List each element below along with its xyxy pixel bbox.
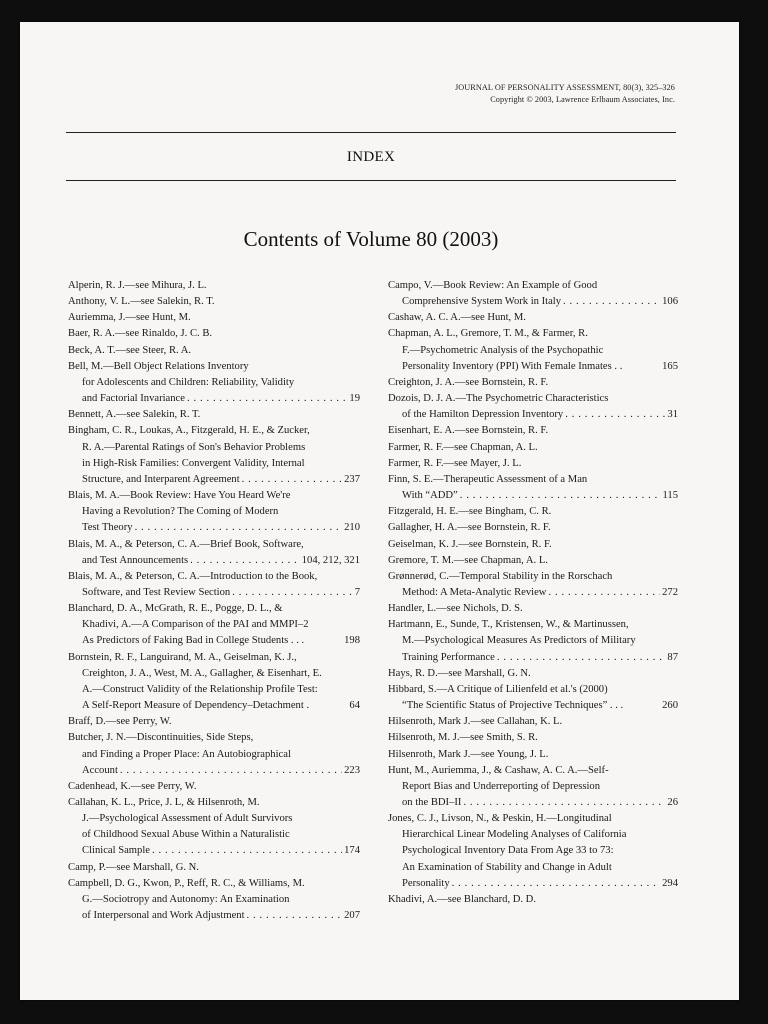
index-entry-line xyxy=(68,456,360,472)
entry-text: and Test Announcements xyxy=(82,554,189,566)
index-entry xyxy=(68,650,360,715)
entry-text: Personality xyxy=(402,877,450,889)
index-entry-line xyxy=(68,682,360,698)
entry-text: Training Performance xyxy=(402,651,495,663)
index-entry-line xyxy=(388,714,678,730)
index-entry-line xyxy=(68,811,360,827)
page-number: 31 xyxy=(667,409,678,421)
index-entry-line xyxy=(388,423,678,439)
page-number: 223 xyxy=(344,764,360,776)
entry-text: Clinical Sample xyxy=(82,845,150,857)
index-entry-line xyxy=(388,585,678,601)
dot-leader xyxy=(463,795,665,811)
index-entry xyxy=(388,520,678,536)
index-entry-line xyxy=(388,747,678,763)
index-entry-line xyxy=(388,779,678,795)
entry-text: F.—Psychometric Analysis of the Psychopathic xyxy=(402,344,604,356)
entry-text: Grønnerød, C.—Temporal Stability in the Rorschach xyxy=(388,570,613,582)
index-entry-line xyxy=(388,504,678,520)
dot-leader xyxy=(187,391,347,407)
dot-leader xyxy=(152,843,342,859)
entry-text: of Childhood Sexual Abuse Within a Naturalistic xyxy=(82,829,290,841)
index-entry-line xyxy=(68,698,360,714)
index-entry xyxy=(68,326,360,342)
index-entry-line xyxy=(68,488,360,504)
dot-leader xyxy=(548,585,660,601)
index-entry xyxy=(388,423,678,439)
index-entry xyxy=(388,440,678,456)
entry-text: Bornstein, R. F., Languirand, M. A., Geiselman, K. J., xyxy=(68,651,297,663)
index-entry-line xyxy=(68,343,360,359)
index-entry xyxy=(68,343,360,359)
volume-title: Contents of Volume 80 (2003) xyxy=(243,227,499,251)
dot-leader xyxy=(452,876,660,892)
entry-text: Chapman, A. L., Gremore, T. M., & Farmer, R. xyxy=(388,328,588,340)
index-entry-line xyxy=(388,633,678,649)
index-entry xyxy=(388,682,678,714)
entry-text: Auriemma, J.—see Hunt, M. xyxy=(68,312,191,324)
index-entry-line xyxy=(68,714,360,730)
dot-leader xyxy=(242,472,342,488)
index-entry xyxy=(388,504,678,520)
entry-text: R. A.—Parental Ratings of Son's Behavior Problems xyxy=(82,441,306,453)
entry-text: As Predictors of Faking Bad in College Students . . . xyxy=(82,635,305,647)
index-entry-line xyxy=(68,375,360,391)
index-entry-line xyxy=(68,294,360,310)
entry-text: Finn, S. E.—Therapeutic Assessment of a Man xyxy=(388,473,588,485)
page-number: 7 xyxy=(354,586,360,598)
entry-text: Campo, V.—Book Review: An Example of Good xyxy=(388,280,598,291)
index-entry xyxy=(68,876,360,924)
entry-text: in High-Risk Families: Convergent Validity, Internal xyxy=(82,457,305,469)
entry-text: Anthony, V. L.—see Salekin, R. T. xyxy=(68,296,215,308)
dot-leader xyxy=(135,520,343,536)
index-entry-line xyxy=(68,537,360,553)
index-entry-line xyxy=(68,504,360,520)
entry-text: Psychological Inventory Data From Age 33 to 73: xyxy=(402,845,614,857)
index-entry-line xyxy=(388,601,678,617)
entry-text: A Self-Report Measure of Dependency–Detachment . xyxy=(82,700,310,712)
index-entry xyxy=(388,666,678,682)
index-entry-line xyxy=(68,278,360,294)
index-entry xyxy=(388,714,678,730)
index-entry xyxy=(68,714,360,730)
page-number: 115 xyxy=(662,490,678,502)
index-entry-line xyxy=(68,423,360,439)
index-entry xyxy=(388,278,678,310)
index-entry-line xyxy=(68,730,360,746)
dot-leader xyxy=(565,407,665,423)
index-entry xyxy=(68,779,360,795)
entry-text: Khadivi, A.—see Blanchard, D. D. xyxy=(388,893,536,905)
index-entry xyxy=(388,375,678,391)
entry-text: Camp, P.—see Marshall, G. N. xyxy=(68,861,199,873)
entry-text: Geiselman, K. J.—see Bornstein, R. F. xyxy=(388,538,552,550)
entry-text: A.—Construct Validity of the Relationship Profile Test: xyxy=(82,683,318,695)
entry-text: Farmer, R. F.—see Mayer, J. L. xyxy=(388,457,522,469)
entry-text: “The Scientific Status of Projective Techniques” . . . xyxy=(402,700,624,712)
journal-citation: JOURNAL OF PERSONALITY ASSESSMENT, 80(3), 325–326 xyxy=(455,83,675,92)
index-entry-line xyxy=(68,650,360,666)
index-entry xyxy=(388,569,678,601)
entry-text: Hilsenroth, Mark J.—see Callahan, K. L. xyxy=(388,716,563,728)
dot-leader xyxy=(497,650,666,666)
index-entry-line xyxy=(388,553,678,569)
index-entry-line xyxy=(68,633,360,649)
entry-text: and Factorial Invariance xyxy=(82,393,185,405)
index-entry-line xyxy=(388,278,678,294)
index-entry xyxy=(388,617,678,665)
entry-text: Fitzgerald, H. E.—see Bingham, C. R. xyxy=(388,506,552,518)
index-entry-line xyxy=(388,456,678,472)
copyright-line: Copyright © 2003, Lawrence Erlbaum Associates, Inc. xyxy=(490,95,675,104)
page-number: 260 xyxy=(662,700,678,712)
index-entry-line xyxy=(68,440,360,456)
index-entry xyxy=(68,569,360,601)
index-entry-line xyxy=(388,795,678,811)
index-entry-line xyxy=(388,730,678,746)
page-number: 26 xyxy=(667,797,678,808)
dot-leader xyxy=(563,294,660,310)
entry-text: Hilsenroth, Mark J.—see Young, J. L. xyxy=(388,748,549,760)
index-entry-line xyxy=(68,520,360,536)
index-entry-line xyxy=(388,650,678,666)
page-number: 207 xyxy=(344,910,360,922)
index-entry-line xyxy=(388,860,678,876)
entry-text: Callahan, K. L., Price, J. L, & Hilsenroth, M. xyxy=(68,797,260,808)
index-entry-line xyxy=(388,440,678,456)
index-column-left xyxy=(68,278,360,924)
page-number: 237 xyxy=(344,473,360,485)
entry-text: Baer, R. A.—see Rinaldo, J. C. B. xyxy=(68,328,213,340)
index-entry-line xyxy=(388,827,678,843)
entry-text: Method: A Meta-Analytic Review xyxy=(402,586,547,598)
index-entry xyxy=(68,423,360,488)
page-number: 64 xyxy=(349,700,360,712)
index-entry xyxy=(388,730,678,746)
dot-leader xyxy=(460,488,661,504)
index-entry-line xyxy=(388,617,678,633)
index-entry-line xyxy=(388,375,678,391)
entry-text: of the Hamilton Depression Inventory xyxy=(402,409,564,421)
index-entry xyxy=(68,278,360,294)
index-entry-line xyxy=(388,359,678,375)
entry-text: on the BDI–II xyxy=(402,797,462,808)
index-entry-line xyxy=(68,553,360,569)
entry-text: Blais, M. A., & Peterson, C. A.—Introduction to the Book, xyxy=(68,570,318,582)
entry-text: Hilsenroth, M. J.—see Smith, S. R. xyxy=(388,732,538,744)
index-entry xyxy=(68,488,360,536)
page-number: 198 xyxy=(344,635,360,647)
dot-leader xyxy=(247,908,343,924)
dot-leader xyxy=(190,553,300,569)
journal-page xyxy=(20,22,739,1000)
index-column-right xyxy=(388,278,678,908)
index-entry xyxy=(388,472,678,504)
entry-text: J.—Psychological Assessment of Adult Survivors xyxy=(82,813,293,825)
index-entry-line xyxy=(68,827,360,843)
entry-text: G.—Sociotropy and Autonomy: An Examination xyxy=(82,893,290,905)
entry-text: Structure, and Interparent Agreement xyxy=(82,473,240,485)
index-entry xyxy=(68,795,360,860)
entry-text: Blanchard, D. A., McGrath, R. E., Pogge, D. L., & xyxy=(68,603,283,615)
entry-text: Bennett, A.—see Salekin, R. T. xyxy=(68,409,201,421)
entry-text: Farmer, R. F.—see Chapman, A. L. xyxy=(388,441,538,453)
entry-text: Gallagher, H. A.—see Bornstein, R. F. xyxy=(388,522,551,534)
index-entry-line xyxy=(68,843,360,859)
index-entry xyxy=(388,892,678,908)
index-entry xyxy=(68,537,360,569)
index-entry-line xyxy=(68,763,360,779)
entry-text: Hunt, M., Auriemma, J., & Cashaw, A. C. A.—Self- xyxy=(388,764,609,776)
entry-text: Hibbard, S.—A Critique of Lilienfeld et al.'s (2000) xyxy=(388,683,608,695)
index-entry-line xyxy=(68,666,360,682)
index-entry xyxy=(388,391,678,423)
entry-text: Braff, D.—see Perry, W. xyxy=(68,716,172,728)
index-entry-line xyxy=(68,472,360,488)
index-entry-line xyxy=(388,310,678,326)
entry-text: Butcher, J. N.—Discontinuities, Side Steps, xyxy=(68,732,254,744)
entry-text: Cadenhead, K.—see Perry, W. xyxy=(68,780,197,792)
index-entry xyxy=(68,310,360,326)
journal-header xyxy=(455,82,675,106)
index-entry xyxy=(388,811,678,892)
index-entry-line xyxy=(68,391,360,407)
entry-text: Creighton, J. A., West, M. A., Gallagher, & Eisenhart, E. xyxy=(82,667,322,679)
index-entry-line xyxy=(68,779,360,795)
page-number: 19 xyxy=(349,393,360,405)
entry-text: Khadivi, A.—A Comparison of the PAI and MMPI–2 xyxy=(82,619,309,631)
entry-text: Blais, M. A., & Peterson, C. A.—Brief Book, Software, xyxy=(68,538,304,550)
index-entry-line xyxy=(388,407,678,423)
index-entry xyxy=(68,359,360,407)
entry-text: Handler, L.—see Nichols, D. S. xyxy=(388,603,523,615)
page-number: 174 xyxy=(344,845,360,857)
index-entry xyxy=(68,407,360,423)
bottom-rule xyxy=(66,180,676,181)
top-rule xyxy=(66,132,676,133)
dot-leader xyxy=(232,585,352,601)
index-entry-line xyxy=(388,391,678,407)
entry-text: Gremore, T. M.—see Chapman, A. L. xyxy=(388,554,548,566)
index-entry-line xyxy=(68,908,360,924)
index-entry-line xyxy=(388,682,678,698)
entry-text: An Examination of Stability and Change in Adult xyxy=(402,861,612,873)
index-entry-line xyxy=(388,876,678,892)
index-entry xyxy=(68,730,360,778)
entry-text: Jones, C. J., Livson, N., & Peskin, H.—Longitudinal xyxy=(388,813,612,825)
page-number: 210 xyxy=(344,522,360,534)
index-entry-line xyxy=(388,326,678,342)
page-number: 165 xyxy=(662,360,678,372)
page-number: 294 xyxy=(662,877,678,889)
entry-text: and Finding a Proper Place: An Autobiographical xyxy=(82,748,291,760)
index-entry-line xyxy=(68,795,360,811)
section-title: INDEX xyxy=(346,149,396,165)
index-entry-line xyxy=(388,488,678,504)
index-entry-line xyxy=(68,876,360,892)
entry-text: Dozois, D. J. A.—The Psychometric Characteristics xyxy=(388,393,609,405)
entry-text: Hays, R. D.—see Marshall, G. N. xyxy=(388,667,531,679)
entry-text: Having a Revolution? The Coming of Modern xyxy=(82,506,279,518)
entry-text: Comprehensive System Work in Italy xyxy=(402,296,562,308)
entry-text: Report Bias and Underreporting of Depression xyxy=(402,780,600,792)
index-entry-line xyxy=(388,698,678,714)
index-entry-line xyxy=(388,811,678,827)
index-entry-line xyxy=(388,294,678,310)
index-entry-line xyxy=(388,472,678,488)
entry-text: Bell, M.—Bell Object Relations Inventory xyxy=(68,360,249,372)
index-entry-line xyxy=(388,537,678,553)
entry-text: Creighton, J. A.—see Bornstein, R. F. xyxy=(388,376,549,388)
page-number: 104, 212, 321 xyxy=(301,554,360,566)
entry-text: Beck, A. T.—see Steer, R. A. xyxy=(68,344,192,356)
entry-text: Bingham, C. R., Loukas, A., Fitzgerald, H. E., & Zucker, xyxy=(68,425,310,437)
entry-text: M.—Psychological Measures As Predictors of Military xyxy=(402,635,636,647)
entry-text: Software, and Test Review Section xyxy=(82,586,231,598)
entry-text: Cashaw, A. C. A.—see Hunt, M. xyxy=(388,312,526,324)
index-entry-line xyxy=(68,747,360,763)
entry-text: Hierarchical Linear Modeling Analyses of California xyxy=(402,829,627,841)
index-entry xyxy=(68,294,360,310)
index-entry xyxy=(388,326,678,374)
entry-text: Personality Inventory (PPI) With Female Inmates . . xyxy=(402,360,623,372)
index-entry xyxy=(388,310,678,326)
entry-text: Blais, M. A.—Book Review: Have You Heard We're xyxy=(68,490,291,502)
index-entry-line xyxy=(388,843,678,859)
entry-text: Campbell, D. G., Kwon, P., Reff, R. C., & Williams, M. xyxy=(68,877,305,889)
index-entry xyxy=(388,537,678,553)
index-entry xyxy=(388,601,678,617)
entry-text: With “ADD” xyxy=(402,490,458,502)
index-entry-line xyxy=(388,666,678,682)
index-entry-line xyxy=(68,585,360,601)
index-entry xyxy=(388,763,678,811)
index-entry-line xyxy=(68,326,360,342)
index-entry xyxy=(388,553,678,569)
index-entry-line xyxy=(68,407,360,423)
index-entry xyxy=(388,747,678,763)
entry-text: Eisenhart, E. A.—see Bornstein, R. F. xyxy=(388,425,549,437)
entry-text: Test Theory xyxy=(82,522,133,534)
entry-text: Hartmann, E., Sunde, T., Kristensen, W., & Martinussen, xyxy=(388,619,629,631)
index-entry-line xyxy=(68,310,360,326)
index-entry-line xyxy=(388,569,678,585)
index-entry-line xyxy=(68,860,360,876)
page-number: 106 xyxy=(662,296,678,308)
index-entry-line xyxy=(388,343,678,359)
index-entry-line xyxy=(68,892,360,908)
index-entry-line xyxy=(388,892,678,908)
dot-leader xyxy=(120,763,342,779)
index-entry-line xyxy=(388,520,678,536)
page-number: 87 xyxy=(667,651,678,663)
index-entry xyxy=(68,601,360,649)
index-entry-line xyxy=(68,617,360,633)
index-entry-line xyxy=(388,763,678,779)
index-entry-line xyxy=(68,359,360,375)
index-entry-line xyxy=(68,569,360,585)
index-entry-line xyxy=(68,601,360,617)
entry-text: of Interpersonal and Work Adjustment xyxy=(82,910,245,922)
entry-text: Alperin, R. J.—see Mihura, J. L. xyxy=(68,280,207,291)
page-number: 272 xyxy=(662,586,678,598)
index-entry xyxy=(68,860,360,876)
entry-text: Account xyxy=(82,764,118,776)
index-entry xyxy=(388,456,678,472)
entry-text: for Adolescents and Children: Reliability, Validity xyxy=(82,376,295,388)
